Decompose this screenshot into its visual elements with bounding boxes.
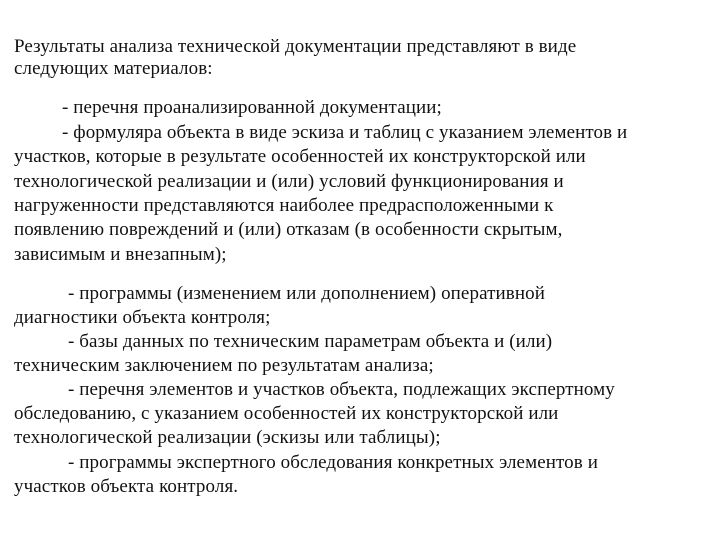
list-item-2-line-1: - формуляра объекта в виде эскиза и таблиц с указанием элементов и	[62, 122, 628, 143]
intro-line-2: следующих материалов:	[14, 58, 213, 79]
list-item-1-line-1: - перечня проанализированной документации;	[62, 97, 442, 118]
list-item-2-line-2: участков, которые в результате особенностей их конструкторской или	[14, 146, 586, 167]
list-item-2-line-5: появлению повреждений и (или) отказам (в особенности скрытым,	[14, 219, 563, 240]
list-item-4-line-1: - базы данных по техническим параметрам объекта и (или)	[68, 331, 553, 352]
list-item-2-line-4: нагруженности представляются наиболее предрасположенными к	[14, 195, 554, 216]
list-item-3-line-2: диагностики объекта контроля;	[14, 307, 271, 328]
list-item-5-line-2: обследованию, с указанием особенностей их конструкторской или	[14, 403, 559, 424]
list-item-6-line-2: участков объекта контроля.	[14, 476, 239, 497]
list-item-3-line-1: - программы (изменением или дополнением) оперативной	[68, 283, 545, 304]
list-item-2-line-6: зависимым и внезапным);	[14, 244, 227, 265]
list-item-2-line-3: технологической реализации и (или) условий функционирования и	[14, 171, 564, 192]
list-item-5-line-3: технологической реализации (эскизы или таблицы);	[14, 427, 441, 448]
intro-line-1: Результаты анализа технической документации представляют в виде	[14, 36, 577, 57]
list-item-6-line-1: - программы экспертного обследования конкретных элементов и	[68, 452, 598, 473]
list-item-5-line-1: - перечня элементов и участков объекта, подлежащих экспертному	[68, 379, 615, 400]
list-item-4-line-2: техническим заключением по результатам анализа;	[14, 355, 434, 376]
